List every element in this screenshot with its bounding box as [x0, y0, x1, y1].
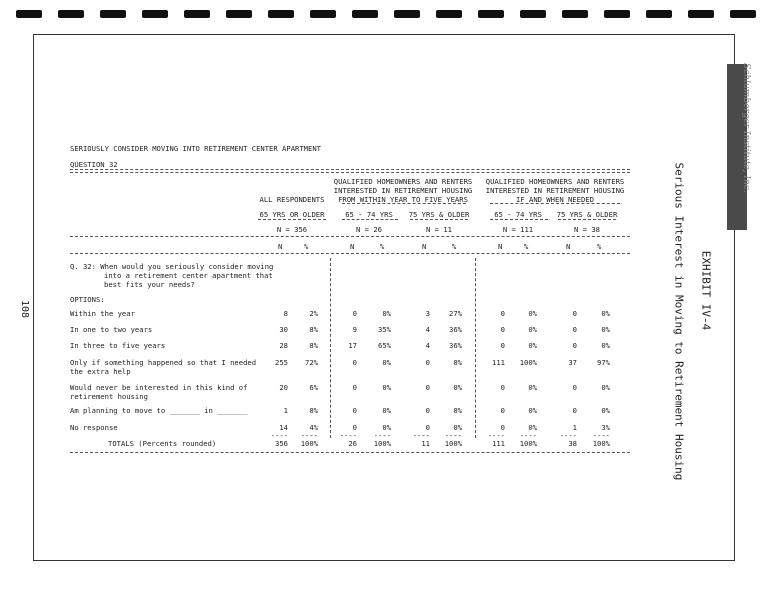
scan-bar [604, 10, 630, 18]
page-frame [33, 34, 735, 561]
col-pct-header: % [452, 242, 457, 251]
cell-percent: 0% [382, 383, 391, 392]
cell-count: 4 [425, 325, 430, 334]
cell-percent: 0% [453, 358, 462, 367]
scan-bar [268, 10, 294, 18]
table-title: SERIOUSLY CONSIDER MOVING INTO RETIREMENT CENTER APARTMENT [70, 144, 321, 153]
cell-count: 0 [352, 309, 357, 318]
cell-count: 0 [500, 423, 505, 432]
question-text-line-1: Q. 32: When would you seriously consider moving [70, 262, 274, 271]
subgroup-label: 65 YRS OR OLDER [259, 210, 325, 219]
side-tab-text: Schlumberger Institute, Inc. [741, 63, 751, 193]
cell-count: 3 [425, 309, 430, 318]
cell-count: 0 [572, 383, 577, 392]
exhibit-title: Serious Interest in Moving to Retirement Housing [672, 162, 686, 481]
col-n-header: N [566, 242, 571, 251]
cell-count: 20 [279, 383, 288, 392]
subgroup-label: 75 YRS & OLDER [408, 210, 470, 219]
cell-count: 17 [348, 341, 357, 350]
cell-count: 9 [352, 325, 357, 334]
total-underline: ---- [339, 431, 357, 440]
cell-percent: 3% [601, 423, 610, 432]
cell-count: 37 [568, 358, 577, 367]
scan-bar [226, 10, 252, 18]
cell-percent: 8% [309, 341, 318, 350]
row-label: Only if something happened so that I needed [70, 358, 257, 367]
total-percent: 100% [300, 439, 318, 448]
cell-percent: 97% [597, 358, 610, 367]
header-rule [70, 236, 630, 237]
col-pct-header: % [380, 242, 385, 251]
col-pct-header: % [524, 242, 529, 251]
cell-count: 0 [500, 309, 505, 318]
col-pct-header: % [597, 242, 602, 251]
side-tab [727, 63, 751, 230]
col-n-header: N [422, 242, 427, 251]
cell-percent: 36% [449, 325, 462, 334]
subgroup-label: 65 - 74 YRS [494, 210, 542, 219]
cell-percent: 0% [453, 383, 462, 392]
page-frame-bottom [33, 560, 734, 561]
scan-bar [436, 10, 462, 18]
sample-size: N = 26 [356, 225, 382, 234]
group-rule [490, 203, 620, 204]
cell-count: 4 [425, 341, 430, 350]
subgroup-label: 65 - 74 YRS [345, 210, 393, 219]
double-rule [70, 169, 630, 173]
cell-percent: 2% [309, 309, 318, 318]
cell-percent: 0% [382, 358, 391, 367]
row-label: retirement housing [70, 392, 148, 401]
subgroup-rule [558, 219, 616, 220]
scan-bar [688, 10, 714, 18]
col-n-header: N [498, 242, 503, 251]
cell-percent: 0% [382, 423, 391, 432]
sample-size: N = 11 [426, 225, 452, 234]
subgroup-rule [258, 219, 326, 220]
cell-count: 0 [500, 383, 505, 392]
question-text-line-2: into a retirement center apartment that [104, 271, 273, 280]
subgroup-rule [490, 219, 548, 220]
total-count: 11 [421, 439, 430, 448]
cell-count: 0 [352, 383, 357, 392]
cell-count: 0 [572, 325, 577, 334]
cell-count: 0 [500, 325, 505, 334]
subgroup-rule [342, 219, 398, 220]
row-label: Would never be interested in this kind of [70, 383, 248, 392]
row-label: No response [70, 423, 118, 432]
cell-percent: 0% [309, 406, 318, 415]
col-n-header: N [278, 242, 283, 251]
cell-count: 255 [275, 358, 288, 367]
cell-count: 0 [352, 423, 357, 432]
subgroup-rule [410, 219, 468, 220]
cell-percent: 0% [528, 325, 537, 334]
cell-count: 0 [572, 309, 577, 318]
scan-bar [310, 10, 336, 18]
options-label: OPTIONS: [70, 295, 105, 304]
cell-count: 28 [279, 341, 288, 350]
group-when-needed-line-1: QUALIFIED HOMEOWNERS AND RENTERS [485, 177, 625, 186]
exhibit-number: EXHIBIT IV-4 [699, 250, 713, 331]
cell-percent: 0% [453, 423, 462, 432]
cell-percent: 0% [601, 383, 610, 392]
scan-bar [58, 10, 84, 18]
total-underline: ---- [270, 431, 288, 440]
cell-percent: 0% [601, 325, 610, 334]
scan-bar [16, 10, 42, 18]
total-underline: ---- [519, 431, 537, 440]
cell-count: 1 [283, 406, 288, 415]
sample-size: N = 38 [574, 225, 600, 234]
cell-count: 0 [352, 406, 357, 415]
total-underline: ---- [592, 431, 610, 440]
cell-percent: 6% [309, 383, 318, 392]
scan-bar [100, 10, 126, 18]
cell-percent: 4% [309, 423, 318, 432]
total-percent: 100% [444, 439, 462, 448]
question-label: QUESTION 32 [70, 160, 118, 169]
cell-count: 0 [572, 341, 577, 350]
total-underline: ---- [412, 431, 430, 440]
cell-percent: 0% [528, 309, 537, 318]
cell-percent: 72% [305, 358, 318, 367]
page-number: 108 [19, 300, 30, 319]
subgroup-label: 75 YRS & OLDER [556, 210, 618, 219]
cell-percent: 0% [382, 309, 391, 318]
cell-percent: 0% [601, 406, 610, 415]
cell-percent: 0% [528, 423, 537, 432]
total-percent: 100% [373, 439, 391, 448]
scan-bar [142, 10, 168, 18]
total-count: 356 [275, 439, 288, 448]
total-count: 26 [348, 439, 357, 448]
scan-bar [730, 10, 756, 18]
cell-percent: 0% [601, 309, 610, 318]
col-pct-header: % [304, 242, 309, 251]
scan-bar [352, 10, 378, 18]
bottom-rule [70, 452, 630, 453]
question-text-line-3: best fits your needs? [104, 280, 195, 289]
row-label: In one to two years [70, 325, 153, 334]
cell-percent: 0% [453, 406, 462, 415]
col-n-header: N [350, 242, 355, 251]
group-rule [342, 203, 466, 204]
group-all-respondents: ALL RESPONDENTS [259, 195, 325, 204]
cell-percent: 0% [382, 406, 391, 415]
cell-percent: 65% [378, 341, 391, 350]
cell-count: 0 [425, 406, 430, 415]
sample-size: N = 356 [276, 225, 308, 234]
total-underline: ---- [444, 431, 462, 440]
total-underline: ---- [487, 431, 505, 440]
total-count: 111 [492, 439, 505, 448]
cell-count: 111 [492, 358, 505, 367]
cell-percent: 0% [601, 341, 610, 350]
row-label: the extra help [70, 367, 131, 376]
cell-percent: 100% [519, 358, 537, 367]
cell-count: 0 [500, 341, 505, 350]
scan-bar [184, 10, 210, 18]
cell-count: 0 [352, 358, 357, 367]
group-within-five-line-3: FROM WITHIN YEAR TO FIVE YEARS [338, 195, 468, 204]
group-within-five-line-1: QUALIFIED HOMEOWNERS AND RENTERS [333, 177, 473, 186]
cell-count: 0 [500, 406, 505, 415]
sample-size: N = 111 [502, 225, 534, 234]
scan-bar [478, 10, 504, 18]
group-within-five-line-2: INTERESTED IN RETIREMENT HOUSING [333, 186, 473, 195]
cell-count: 14 [279, 423, 288, 432]
scan-bar [520, 10, 546, 18]
cell-count: 0 [425, 358, 430, 367]
cell-count: 0 [425, 423, 430, 432]
cell-percent: 0% [528, 341, 537, 350]
total-underline: ---- [373, 431, 391, 440]
cell-percent: 8% [309, 325, 318, 334]
cell-percent: 0% [528, 383, 537, 392]
group-when-needed-line-3: IF AND WHEN NEEDED [516, 195, 594, 204]
row-label: In three to five years [70, 341, 166, 350]
totals-label: TOTALS (Percents rounded) [108, 439, 217, 448]
row-label: Am planning to move to _______ in _______ [70, 406, 248, 415]
scan-bar [646, 10, 672, 18]
cell-count: 1 [572, 423, 577, 432]
cell-percent: 35% [378, 325, 391, 334]
scan-bar [394, 10, 420, 18]
cell-percent: 27% [449, 309, 462, 318]
scan-bar [562, 10, 588, 18]
total-percent: 100% [519, 439, 537, 448]
row-label: Within the year [70, 309, 135, 318]
cell-count: 0 [425, 383, 430, 392]
total-underline: ---- [300, 431, 318, 440]
total-count: 38 [568, 439, 577, 448]
total-underline: ---- [559, 431, 577, 440]
header-rule [70, 253, 630, 254]
group-when-needed-line-2: INTERESTED IN RETIREMENT HOUSING [485, 186, 625, 195]
cell-percent: 36% [449, 341, 462, 350]
cell-percent: 0% [528, 406, 537, 415]
cell-count: 0 [572, 406, 577, 415]
cell-count: 8 [283, 309, 288, 318]
total-percent: 100% [592, 439, 610, 448]
cell-count: 30 [279, 325, 288, 334]
